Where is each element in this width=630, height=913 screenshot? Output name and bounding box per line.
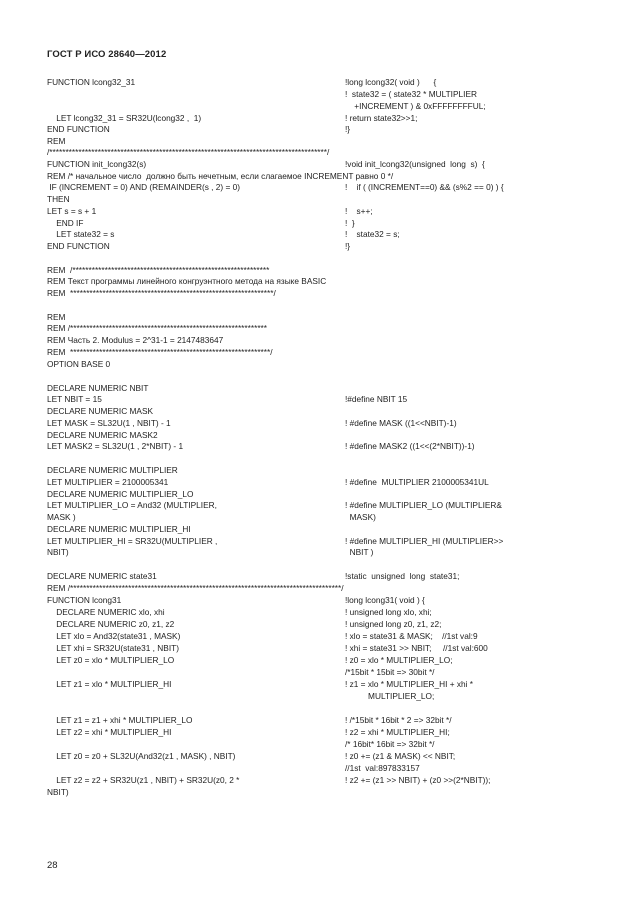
basic-code-line: /**************************************************************************************/ <box>47 147 330 157</box>
c-code-line: !static unsigned long state31; <box>345 571 460 581</box>
c-code-line: ! return state32>>1; <box>345 113 418 123</box>
basic-code-line: LET xlo = And32(state31 , MASK) <box>47 631 181 641</box>
basic-code-line: LET MASK2 = SL32U(1 , 2*NBIT) - 1 <box>47 441 184 451</box>
basic-code-line: MASK ) <box>47 512 76 522</box>
basic-code-line: IF (INCREMENT = 0) AND (REMAINDER(s , 2) = 0) <box>47 182 241 192</box>
basic-code-line: REM <box>47 312 66 322</box>
basic-code-line: LET z1 = xlo * MULTIPLIER_HI <box>47 679 172 689</box>
basic-code-line: LET NBIT = 15 <box>47 394 102 404</box>
basic-code-line: REM Часть 2. Modulus = 2^31-1 = 2147483647 <box>47 335 224 345</box>
basic-code-line: LET z1 = z1 + xhi * MULTIPLIER_LO <box>47 715 193 725</box>
c-code-line: ! if ( (INCREMENT==0) && (s%2 == 0) ) { <box>345 182 504 192</box>
c-code-line: ! z0 += (z1 & MASK) << NBIT; <box>345 751 456 761</box>
c-code-line: ! z0 = xlo * MULTIPLIER_LO; <box>345 655 453 665</box>
c-code-line: MULTIPLIER_LO; <box>345 691 435 701</box>
basic-code-line: THEN <box>47 194 70 204</box>
basic-code-line: OPTION BASE 0 <box>47 359 111 369</box>
c-code-line: !long lcong31( void ) { <box>345 595 425 605</box>
basic-code-line: REM /************************************************************************************/ <box>47 583 344 593</box>
basic-code-line: END IF <box>47 218 84 228</box>
basic-code-line: LET z0 = xlo * MULTIPLIER_LO <box>47 655 175 665</box>
basic-code-line: NBIT) <box>47 787 69 797</box>
c-code-line: ! unsigned long xlo, xhi; <box>345 607 432 617</box>
c-code-line: ! /*15bit * 16bit * 2 => 32bit */ <box>345 715 452 725</box>
basic-code-line: REM <box>47 136 66 146</box>
document-header: ГОСТ Р ИСО 28640—2012 <box>47 49 167 60</box>
page-number: 28 <box>47 860 58 871</box>
c-code-line: NBIT ) <box>345 547 374 557</box>
basic-code-line: LET MULTIPLIER_HI = SR32U(MULTIPLIER , <box>47 536 218 546</box>
basic-code-line: REM Текст программы линейного конгруэнтного метода на языке BASIC <box>47 276 327 286</box>
c-code-line: ! z2 += (z1 >> NBIT) + (z0 >>(2*NBIT)); <box>345 775 491 785</box>
basic-code-line: LET MULTIPLIER_LO = And32 (MULTIPLIER, <box>47 500 217 510</box>
basic-code-line: LET state32 = s <box>47 229 115 239</box>
c-code-line: ! } <box>345 218 355 228</box>
c-code-line: /* 16bit* 16bit => 32bit */ <box>345 739 435 749</box>
c-code-line: ! #define MASK ((1<<NBIT)-1) <box>345 418 457 428</box>
c-code-line: !#define NBIT 15 <box>345 394 408 404</box>
basic-code-line: LET xhi = SR32U(state31 , NBIT) <box>47 643 179 653</box>
c-code-line: //1st val:897833157 <box>345 763 420 773</box>
basic-code-line: END FUNCTION <box>47 124 110 134</box>
c-code-line: /*15bit * 15bit => 30bit */ <box>345 667 435 677</box>
basic-code-line: NBIT) <box>47 547 69 557</box>
basic-code-line: LET MASK = SL32U(1 , NBIT) - 1 <box>47 418 171 428</box>
c-code-line: ! #define MULTIPLIER_LO (MULTIPLIER& <box>345 500 502 510</box>
basic-code-line: DECLARE NUMERIC state31 <box>47 571 157 581</box>
basic-code-line: LET lcong32_31 = SR32U(lcong32 , 1) <box>47 113 202 123</box>
basic-code-line: DECLARE NUMERIC MASK <box>47 406 154 416</box>
c-code-line: !} <box>345 124 351 134</box>
c-code-line: ! s++; <box>345 206 373 216</box>
basic-code-line: DECLARE NUMERIC MULTIPLIER_HI <box>47 524 191 534</box>
basic-code-line: FUNCTION lcong32_31 <box>47 77 136 87</box>
basic-code-line: LET MULTIPLIER = 2100005341 <box>47 477 169 487</box>
c-code-line: ! state32 = ( state32 * MULTIPLIER <box>345 89 477 99</box>
basic-code-line: FUNCTION init_lcong32(s) <box>47 159 147 169</box>
c-code-line: ! #define MASK2 ((1<<(2*NBIT))-1) <box>345 441 475 451</box>
c-code-line: !} <box>345 241 351 251</box>
c-code-line: ! z2 = xhi * MULTIPLIER_HI; <box>345 727 450 737</box>
basic-code-line: LET z2 = z2 + SR32U(z1 , NBIT) + SR32U(z0, 2 * <box>47 775 240 785</box>
c-code-line: ! xlo = state31 & MASK; //1st val:9 <box>345 631 478 641</box>
c-code-line: ! unsigned long z0, z1, z2; <box>345 619 442 629</box>
c-code-line: ! #define MULTIPLIER 2100005341UL <box>345 477 489 487</box>
c-code-line: +INCREMENT ) & 0xFFFFFFFFUL; <box>345 101 486 111</box>
basic-code-line: LET z0 = z0 + SL32U(And32(z1 , MASK) , NBIT) <box>47 751 236 761</box>
c-code-line: ! z1 = xlo * MULTIPLIER_HI + xhi * <box>345 679 474 689</box>
basic-code-line: DECLARE NUMERIC MASK2 <box>47 430 158 440</box>
basic-code-line: DECLARE NUMERIC MULTIPLIER_LO <box>47 489 194 499</box>
c-code-line: ! state32 = s; <box>345 229 400 239</box>
basic-code-line: LET s = s + 1 <box>47 206 97 216</box>
c-code-line: ! #define MULTIPLIER_HI (MULTIPLIER>> <box>345 536 504 546</box>
c-code-line: !void init_lcong32(unsigned long s) { <box>345 159 485 169</box>
basic-code-line: DECLARE NUMERIC MULTIPLIER <box>47 465 178 475</box>
basic-code-line: DECLARE NUMERIC z0, z1, z2 <box>47 619 175 629</box>
basic-code-line: REM ***************************************************************/ <box>47 288 276 298</box>
basic-code-line: REM /************************************************************* <box>47 323 268 333</box>
basic-code-line: FUNCTION lcong31 <box>47 595 122 605</box>
basic-code-line: REM /************************************************************* <box>47 265 270 275</box>
c-code-line: ! xhi = state31 >> NBIT; //1st val:600 <box>345 643 488 653</box>
basic-code-line: REM /* начальное число должно быть нечетным, если слагаемое INCREMENT равно 0 */ <box>47 171 394 181</box>
c-code-line: !long lcong32( void ) { <box>345 77 437 87</box>
basic-code-line: REM **************************************************************/ <box>47 347 273 357</box>
c-code-line: MASK) <box>345 512 376 522</box>
basic-code-line: DECLARE NUMERIC NBIT <box>47 383 149 393</box>
basic-code-line: DECLARE NUMERIC xlo, xhi <box>47 607 165 617</box>
basic-code-line: END FUNCTION <box>47 241 110 251</box>
basic-code-line: LET z2 = xhi * MULTIPLIER_HI <box>47 727 172 737</box>
